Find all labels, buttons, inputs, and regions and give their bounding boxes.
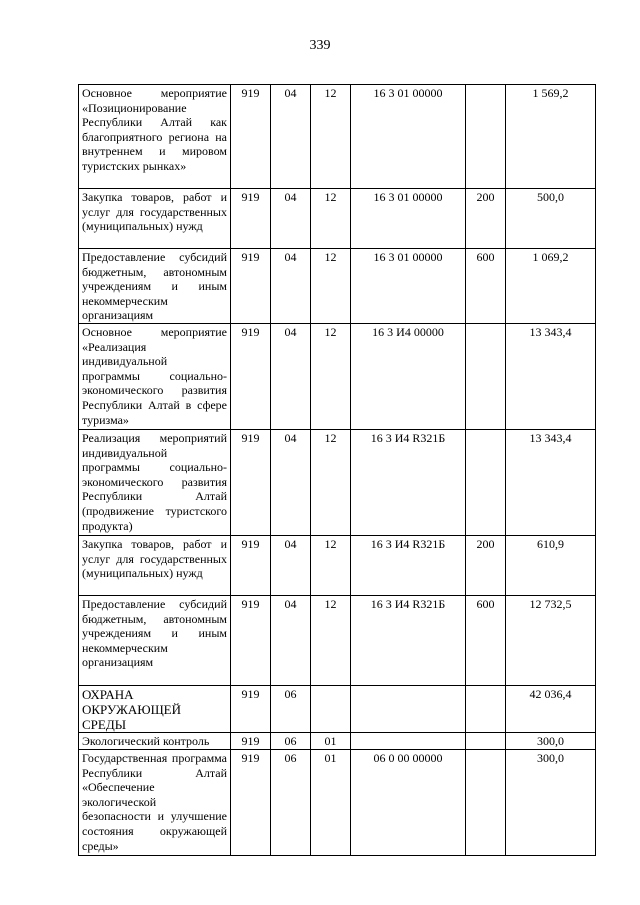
row-csr: 16 3 И4 00000 — [351, 323, 466, 429]
row-rz: 04 — [271, 249, 311, 324]
row-amount: 300,0 — [506, 749, 596, 855]
row-vr — [466, 323, 506, 429]
row-name: Предоставление субсидий бюджетным, автономным учреждениям и иным некоммерческим организациям — [79, 249, 231, 324]
row-csr: 06 0 00 00000 — [351, 749, 466, 855]
row-grbs: 919 — [231, 189, 271, 249]
row-name: Закупка товаров, работ и услуг для государственных (муниципальных) нужд — [79, 189, 231, 249]
row-name: Реализация мероприятий индивидуальной программы социально-экономического развития Республики Алтай (продвижение туристского продукта) — [79, 429, 231, 535]
row-name: Основное мероприятие «Позиционирование Республики Алтай как благоприятного региона на внутреннем и мировом туристских рынках» — [79, 85, 231, 189]
row-grbs: 919 — [231, 595, 271, 685]
row-grbs: 919 — [231, 685, 271, 732]
row-amount: 300,0 — [506, 732, 596, 749]
row-name: ОХРАНА ОКРУЖАЮЩЕЙ СРЕДЫ — [79, 685, 231, 732]
row-rz: 06 — [271, 732, 311, 749]
table-row — [79, 749, 596, 855]
row-rz: 06 — [271, 685, 311, 732]
row-pr: 12 — [311, 323, 351, 429]
row-amount: 12 732,5 — [506, 595, 596, 685]
row-csr: 16 3 01 00000 — [351, 189, 466, 249]
row-pr: 12 — [311, 249, 351, 324]
table-row — [79, 189, 596, 249]
row-amount: 1 069,2 — [506, 249, 596, 324]
row-grbs: 919 — [231, 535, 271, 595]
row-pr: 01 — [311, 732, 351, 749]
row-grbs: 919 — [231, 732, 271, 749]
row-vr — [466, 732, 506, 749]
row-csr: 16 3 И4 R321Б — [351, 429, 466, 535]
row-grbs: 919 — [231, 323, 271, 429]
row-rz: 06 — [271, 749, 311, 855]
table-row — [79, 429, 596, 535]
row-csr: 16 3 01 00000 — [351, 249, 466, 324]
row-grbs: 919 — [231, 749, 271, 855]
row-vr — [466, 429, 506, 535]
row-name: Экологический контроль — [79, 732, 231, 749]
row-vr: 200 — [466, 189, 506, 249]
row-csr: 16 3 01 00000 — [351, 85, 466, 189]
row-name: Закупка товаров, работ и услуг для государственных (муниципальных) нужд — [79, 535, 231, 595]
row-csr — [351, 685, 466, 732]
row-pr: 12 — [311, 429, 351, 535]
table-row — [79, 323, 596, 429]
row-rz: 04 — [271, 323, 311, 429]
row-pr: 12 — [311, 535, 351, 595]
row-vr: 600 — [466, 595, 506, 685]
row-pr: 12 — [311, 85, 351, 189]
table-row — [79, 732, 596, 749]
row-pr: 12 — [311, 189, 351, 249]
table-row — [79, 535, 596, 595]
row-rz: 04 — [271, 85, 311, 189]
row-pr — [311, 685, 351, 732]
row-name: Основное мероприятие «Реализация индивидуальной программы социально-экономического развития Республики Алтай в сфере туризма» — [79, 323, 231, 429]
row-vr: 600 — [466, 249, 506, 324]
table-row — [79, 249, 596, 324]
row-name: Предоставление субсидий бюджетным, автономным учреждениям и иным некоммерческим организациям — [79, 595, 231, 685]
row-amount: 13 343,4 — [506, 429, 596, 535]
row-rz: 04 — [271, 189, 311, 249]
row-amount: 1 569,2 — [506, 85, 596, 189]
table-row — [79, 685, 596, 732]
row-pr: 12 — [311, 595, 351, 685]
row-vr — [466, 685, 506, 732]
row-csr: 16 3 И4 R321Б — [351, 595, 466, 685]
budget-table — [78, 84, 596, 856]
table-row — [79, 85, 596, 189]
row-amount: 610,9 — [506, 535, 596, 595]
row-amount: 42 036,4 — [506, 685, 596, 732]
row-rz: 04 — [271, 595, 311, 685]
row-vr — [466, 85, 506, 189]
row-rz: 04 — [271, 429, 311, 535]
table-row — [79, 595, 596, 685]
row-vr — [466, 749, 506, 855]
page-number: 339 — [309, 38, 331, 53]
row-rz: 04 — [271, 535, 311, 595]
row-grbs: 919 — [231, 429, 271, 535]
row-csr — [351, 732, 466, 749]
row-amount: 13 343,4 — [506, 323, 596, 429]
row-csr: 16 3 И4 R321Б — [351, 535, 466, 595]
row-pr: 01 — [311, 749, 351, 855]
row-grbs: 919 — [231, 249, 271, 324]
row-name: Государственная программа Республики Алтай «Обеспечение экологической безопасности и улучшение состояния окружающей среды» — [79, 749, 231, 855]
row-grbs: 919 — [231, 85, 271, 189]
row-amount: 500,0 — [506, 189, 596, 249]
row-vr: 200 — [466, 535, 506, 595]
